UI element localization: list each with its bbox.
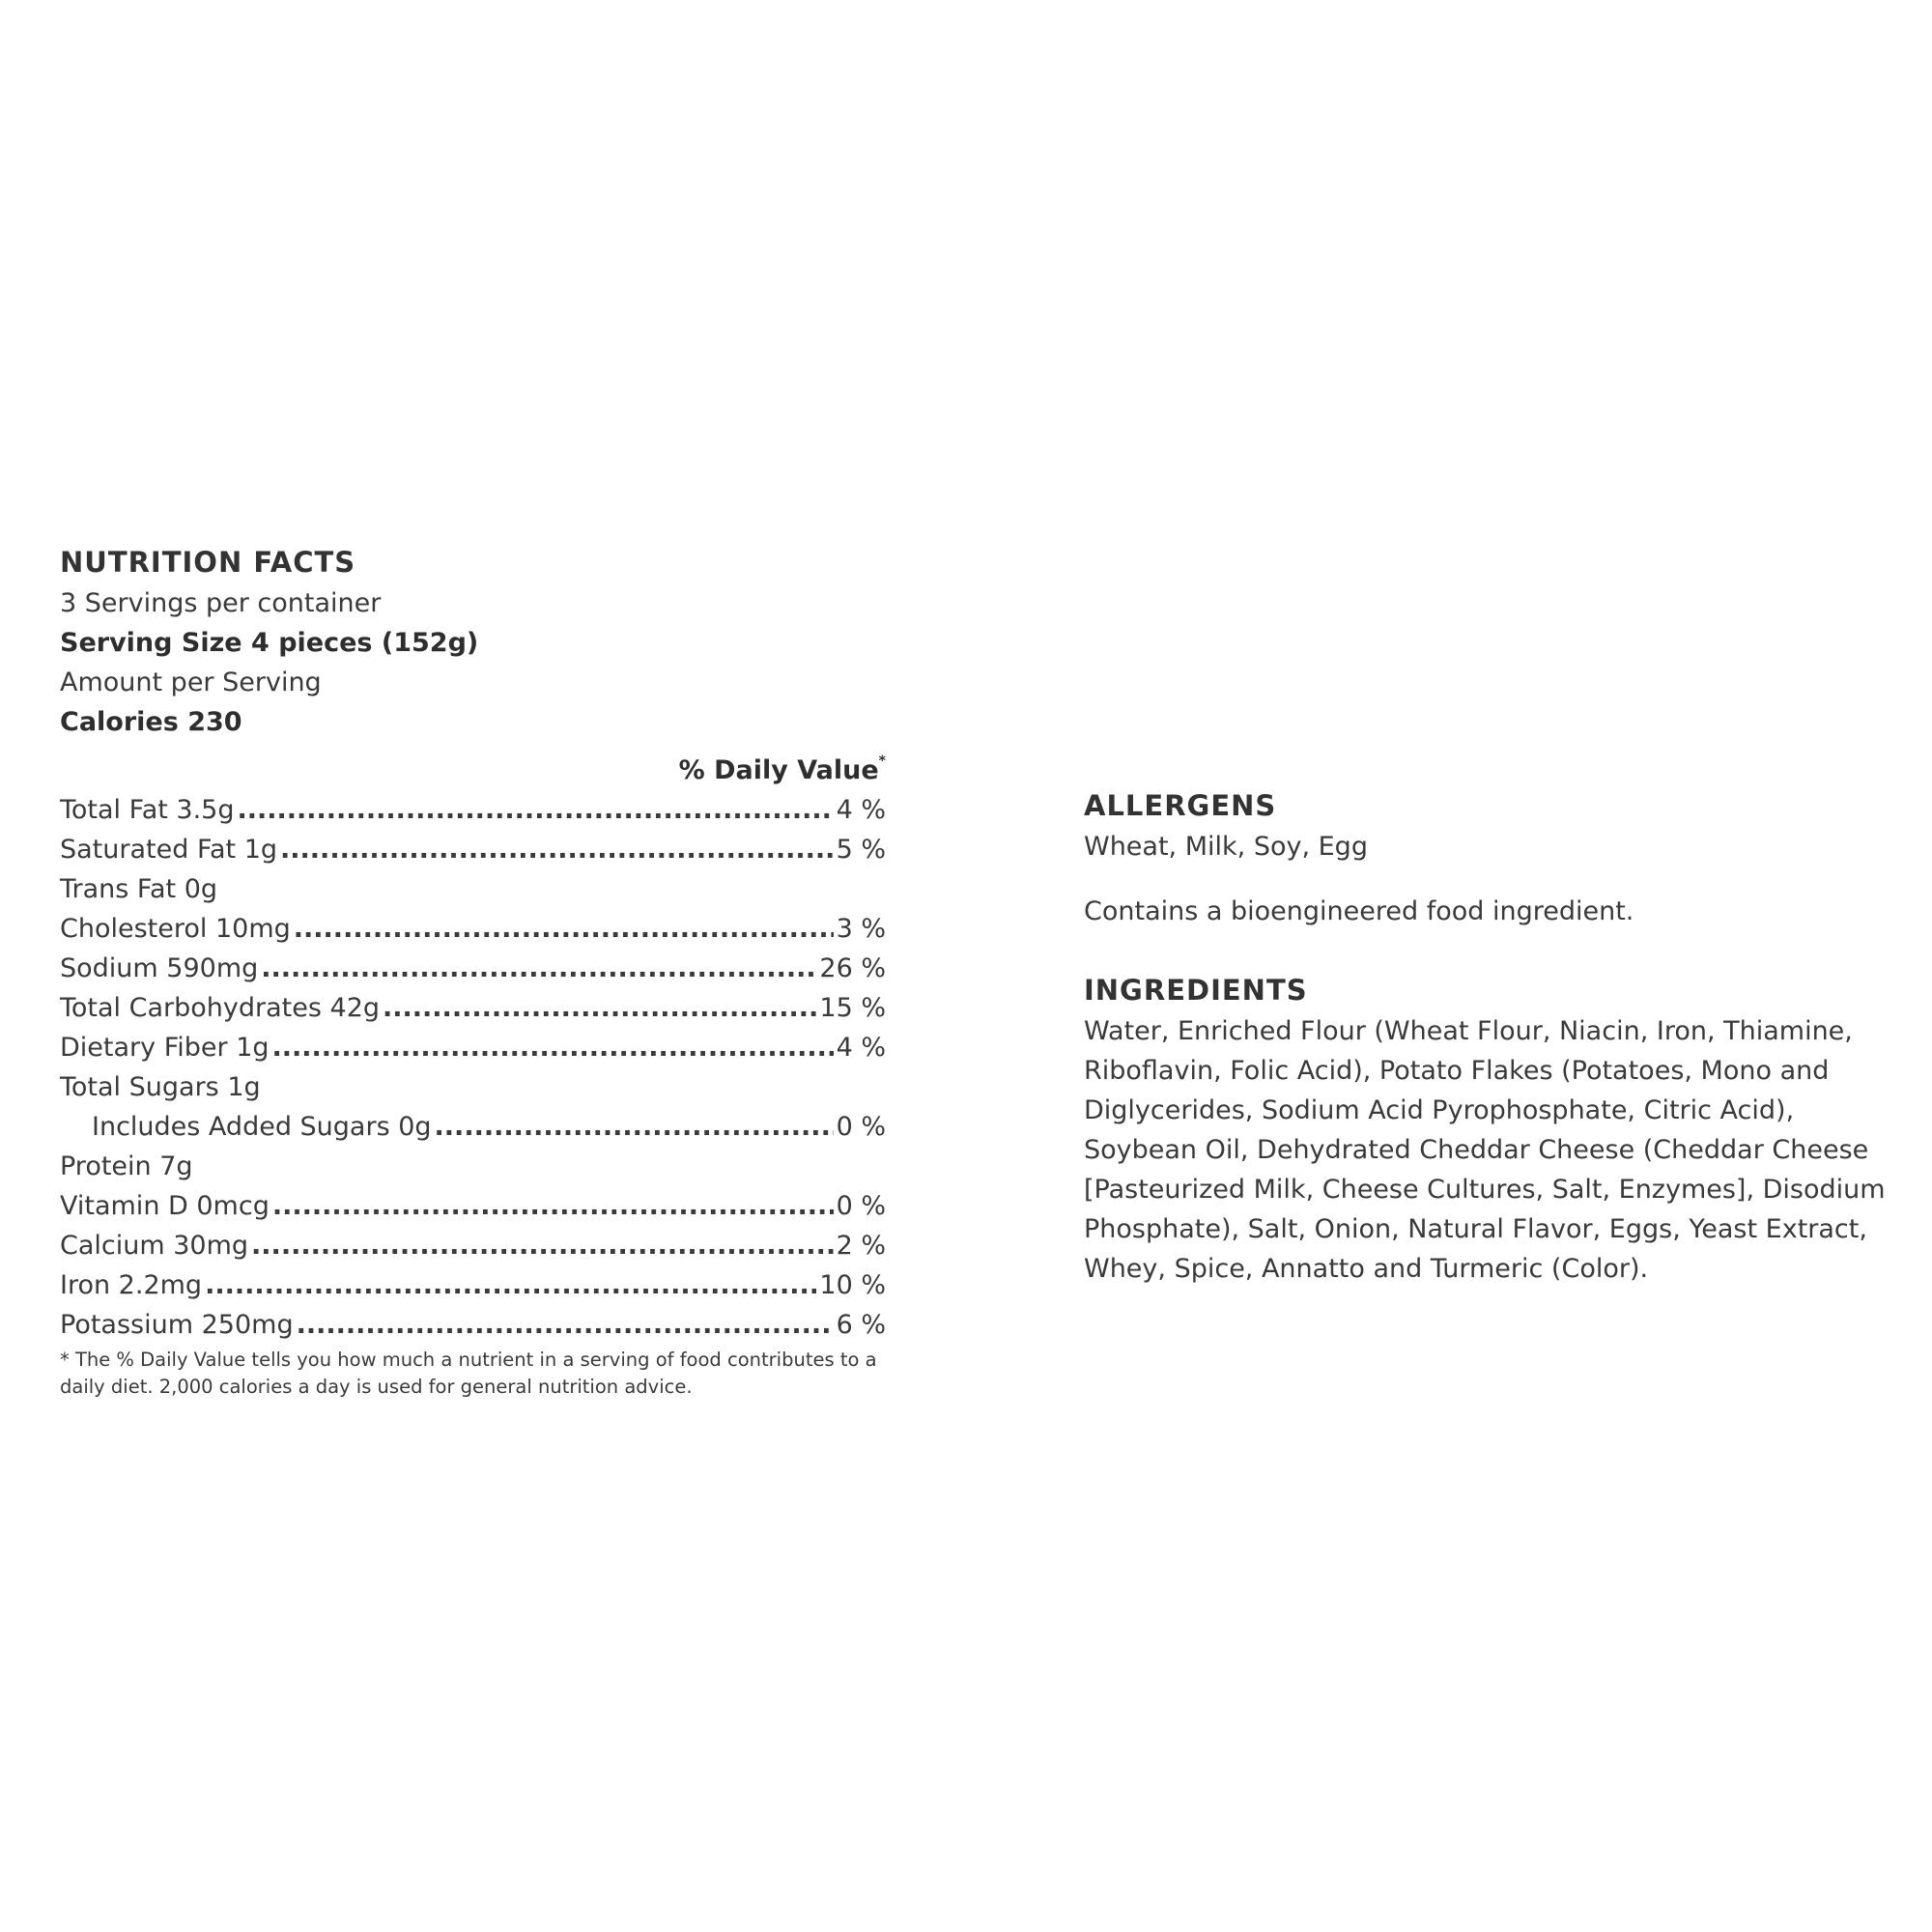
allergens-ingredients-panel xyxy=(1084,784,1905,1289)
nutrient-daily-value: 3 % xyxy=(836,914,886,944)
dot-leader xyxy=(272,1028,834,1067)
nutrient-row-protein xyxy=(60,1147,886,1186)
nutrient-name: Total Carbohydrates 42g xyxy=(60,993,381,1023)
nutrient-row-trans-fat xyxy=(60,869,886,909)
dot-leader xyxy=(251,1226,834,1265)
dot-leader xyxy=(205,1265,816,1305)
dot-leader xyxy=(297,1305,834,1345)
nutrient-name: Sodium 590mg xyxy=(60,953,259,983)
nutrient-name: Potassium 250mg xyxy=(60,1310,294,1340)
daily-value-footnote: * The % Daily Value tells you how much a nutrient in a serving of food contributes to a daily diet. 2,000 calories a day is used for general nutrition advice. xyxy=(60,1349,877,1398)
nutrient-name: Dietary Fiber 1g xyxy=(60,1033,270,1063)
nutrient-name: Total Sugars 1g xyxy=(60,1072,261,1102)
nutrient-daily-value: 4 % xyxy=(836,795,886,825)
nutrient-daily-value: 6 % xyxy=(836,1310,886,1340)
nutrient-daily-value: 4 % xyxy=(836,1033,886,1063)
nutrient-daily-value: 5 % xyxy=(836,835,886,865)
bioengineered-statement: Contains a bioengineered food ingredient. xyxy=(1084,896,1634,926)
nutrition-facts-panel xyxy=(60,541,886,1401)
amount-per-serving: Amount per Serving xyxy=(60,668,322,697)
dot-leader xyxy=(261,949,816,988)
servings-per-container: 3 Servings per container xyxy=(60,588,382,618)
nutrient-row-dietary-fiber xyxy=(60,1028,886,1067)
nutrient-row-sodium xyxy=(60,949,886,988)
spacer xyxy=(1084,867,1905,892)
nutrient-daily-value: 2 % xyxy=(836,1231,886,1261)
calories: Calories 230 xyxy=(60,707,242,737)
allergens-list: Wheat, Milk, Soy, Egg xyxy=(1084,832,1368,862)
nutrient-row-total-sugars xyxy=(60,1067,886,1107)
dot-leader xyxy=(383,988,816,1028)
nutrient-row-added-sugars xyxy=(60,1107,886,1147)
serving-size: Serving Size 4 pieces (152g) xyxy=(60,628,479,658)
dot-leader xyxy=(294,909,834,949)
nutrient-daily-value: 15 % xyxy=(819,993,886,1023)
nutrient-name: Iron 2.2mg xyxy=(60,1270,203,1300)
nutrient-name: Trans Fat 0g xyxy=(60,874,218,904)
daily-value-asterisk: * xyxy=(878,753,886,769)
nutrient-daily-value: 0 % xyxy=(836,1112,886,1142)
nutrition-facts-title: NUTRITION FACTS xyxy=(60,546,356,579)
nutrient-daily-value: 10 % xyxy=(819,1270,886,1300)
nutrient-row-total-carbohydrates xyxy=(60,988,886,1028)
nutrient-row-calcium xyxy=(60,1226,886,1265)
ingredients-text: Water, Enriched Flour (Wheat Flour, Niacin, Iron, Thiamine, Riboflavin, Folic Acid), Potato Flakes (Potatoes, Mono and Diglycerides, Sodium Acid Pyrophosphate, Citric Acid), Soybean Oil, Dehydrated Cheddar Cheese (Cheddar Cheese [Pasteurized Milk, Cheese Cultures, Salt, Enzymes], Disodium Phosphate), Salt, Onion, Natural Flavor, Eggs, Yeast Extract, Whey, Spice, Annatto and Turmeric (Color). xyxy=(1084,1016,1886,1284)
nutrient-name: Includes Added Sugars 0g xyxy=(92,1112,432,1142)
dot-leader xyxy=(272,1186,834,1226)
dot-leader xyxy=(280,830,834,869)
nutrient-row-potassium xyxy=(60,1305,886,1345)
nutrient-name: Cholesterol 10mg xyxy=(60,914,291,944)
dot-leader xyxy=(435,1107,834,1147)
daily-value-header xyxy=(60,742,886,790)
nutrient-name: Calcium 30mg xyxy=(60,1231,249,1261)
daily-value-header-label: % Daily Value xyxy=(678,755,879,785)
nutrient-name: Vitamin D 0mcg xyxy=(60,1191,270,1221)
nutrient-row-iron xyxy=(60,1265,886,1305)
nutrient-name: Protein 7g xyxy=(60,1151,193,1181)
nutrient-name: Saturated Fat 1g xyxy=(60,835,278,865)
nutrient-row-saturated-fat xyxy=(60,830,886,869)
nutrient-row-vitamin-d xyxy=(60,1186,886,1226)
nutrient-daily-value: 26 % xyxy=(819,953,886,983)
dot-leader xyxy=(237,790,833,830)
ingredients-title: INGREDIENTS xyxy=(1084,974,1308,1007)
nutrient-daily-value: 0 % xyxy=(836,1191,886,1221)
allergens-title: ALLERGENS xyxy=(1084,789,1277,822)
nutrient-name: Total Fat 3.5g xyxy=(60,795,235,825)
nutrient-row-total-fat xyxy=(60,790,886,830)
spacer xyxy=(1084,931,1905,969)
nutrient-row-cholesterol xyxy=(60,909,886,949)
